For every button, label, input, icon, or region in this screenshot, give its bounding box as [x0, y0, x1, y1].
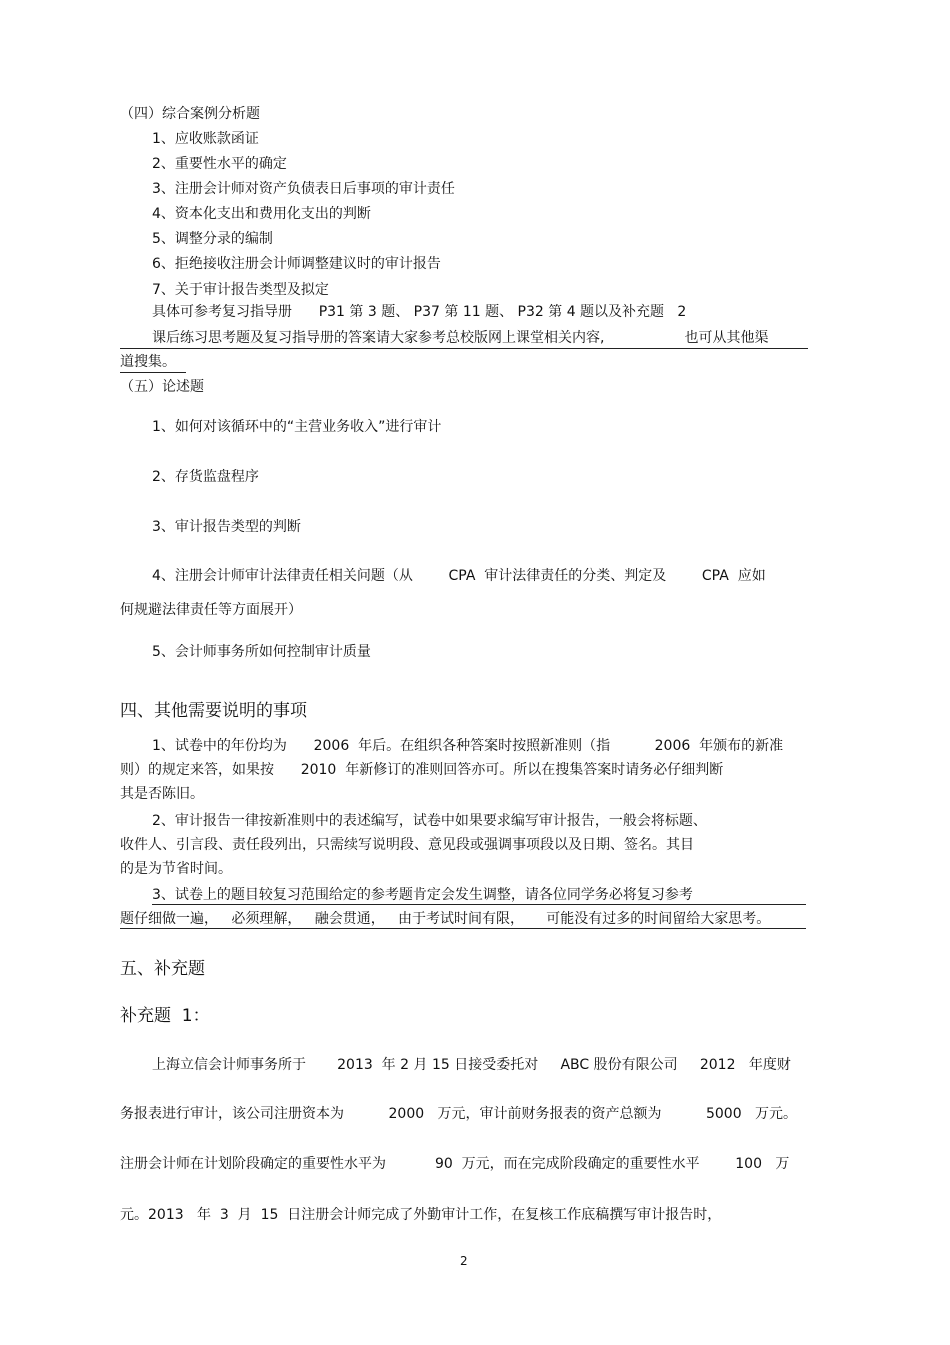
- list-item: 1、如何对该循环中的“主营业务收入”进行审计: [152, 419, 442, 435]
- paragraph-line: 注册会计师在计划阶段确定的重要性水平为 90 万元，而在完成阶段确定的重要性水平 100 万: [120, 1156, 790, 1172]
- list-item: 5、调整分录的编制: [152, 231, 273, 247]
- subheading-supplementary-1: 补充题 1：: [120, 1006, 210, 1026]
- section-title-case-analysis: （四）综合案例分析题: [120, 106, 260, 122]
- answer-note-line: 课后练习思考题及复习指导册的答案请大家参考总校版网上课堂相关内容, 也可从其他渠: [152, 330, 769, 346]
- page-number: 2: [460, 1254, 468, 1268]
- paragraph-line: 3、试卷上的题目较复习范围给定的参考题肯定会发生调整，请各位同学务必将复习参考: [152, 887, 693, 903]
- answer-note-line: 道搜集。: [120, 354, 176, 370]
- list-item: 4、注册会计师审计法律责任相关问题（从 CPA 审计法律责任的分类、判定及 CPA 应如: [152, 568, 766, 584]
- paragraph-line: 上海立信会计师事务所于 2013 年 2 月 15 日接受委托对 ABC 股份有限公司 2012 年度财: [152, 1057, 791, 1073]
- paragraph-line: 元。2013 年 3 月 15 日注册会计师完成了外勤审计工作，在复核工作底稿撰写审计报告时，: [120, 1207, 722, 1223]
- paragraph-line: 其是否陈旧。: [120, 786, 204, 802]
- underline: [152, 904, 806, 905]
- list-item: 5、会计师事务所如何控制审计质量: [152, 644, 371, 660]
- heading-other-matters: 四、其他需要说明的事项: [120, 701, 307, 721]
- paragraph-line: 题仔细做一遍， 必须理解， 融会贯通， 由于考试时间有限， 可能没有过多的时间留给大家思考。: [120, 911, 771, 927]
- list-item: 2、重要性水平的确定: [152, 156, 287, 172]
- heading-supplementary: 五、补充题: [120, 959, 205, 979]
- paragraph-line: 则）的规定来答，如果按 2010 年新修订的准则回答亦可。所以在搜集答案时请务必仔细判断: [120, 762, 724, 778]
- reference-note: 具体可参考复习指导册 P31 第 3 题、 P37 第 11 题、 P32 第 4 题以及补充题 2: [152, 304, 687, 320]
- list-item: 3、注册会计师对资产负债表日后事项的审计责任: [152, 181, 455, 197]
- paragraph-line: 1、试卷中的年份均为 2006 年后。在组织各种答案时按照新准则（指 2006 年颁布的新准: [152, 738, 784, 754]
- section-title-essay: （五）论述题: [120, 379, 204, 395]
- list-item: 4、资本化支出和费用化支出的判断: [152, 206, 371, 222]
- list-item: 7、关于审计报告类型及拟定: [152, 282, 329, 298]
- list-item: 6、拒绝接收注册会计师调整建议时的审计报告: [152, 256, 441, 272]
- paragraph-line: 务报表进行审计，该公司注册资本为 2000 万元，审计前财务报表的资产总额为 5000 万元。: [120, 1106, 797, 1122]
- underline: [120, 928, 806, 929]
- paragraph-line: 收件人、引言段、责任段列出，只需续写说明段、意见段或强调事项段以及日期、签名。其目: [120, 837, 694, 853]
- list-item-continuation: 何规避法律责任等方面展开）: [120, 602, 302, 618]
- paragraph-line: 2、审计报告一律按新准则中的表述编写，试卷中如果要求编写审计报告，一般会将标题、: [152, 813, 707, 829]
- list-item: 1、应收账款函证: [152, 131, 259, 147]
- underline: [120, 372, 186, 373]
- list-item: 3、审计报告类型的判断: [152, 519, 301, 535]
- list-item: 2、存货监盘程序: [152, 469, 259, 485]
- paragraph-line: 的是为节省时间。: [120, 861, 232, 877]
- underline: [120, 348, 808, 349]
